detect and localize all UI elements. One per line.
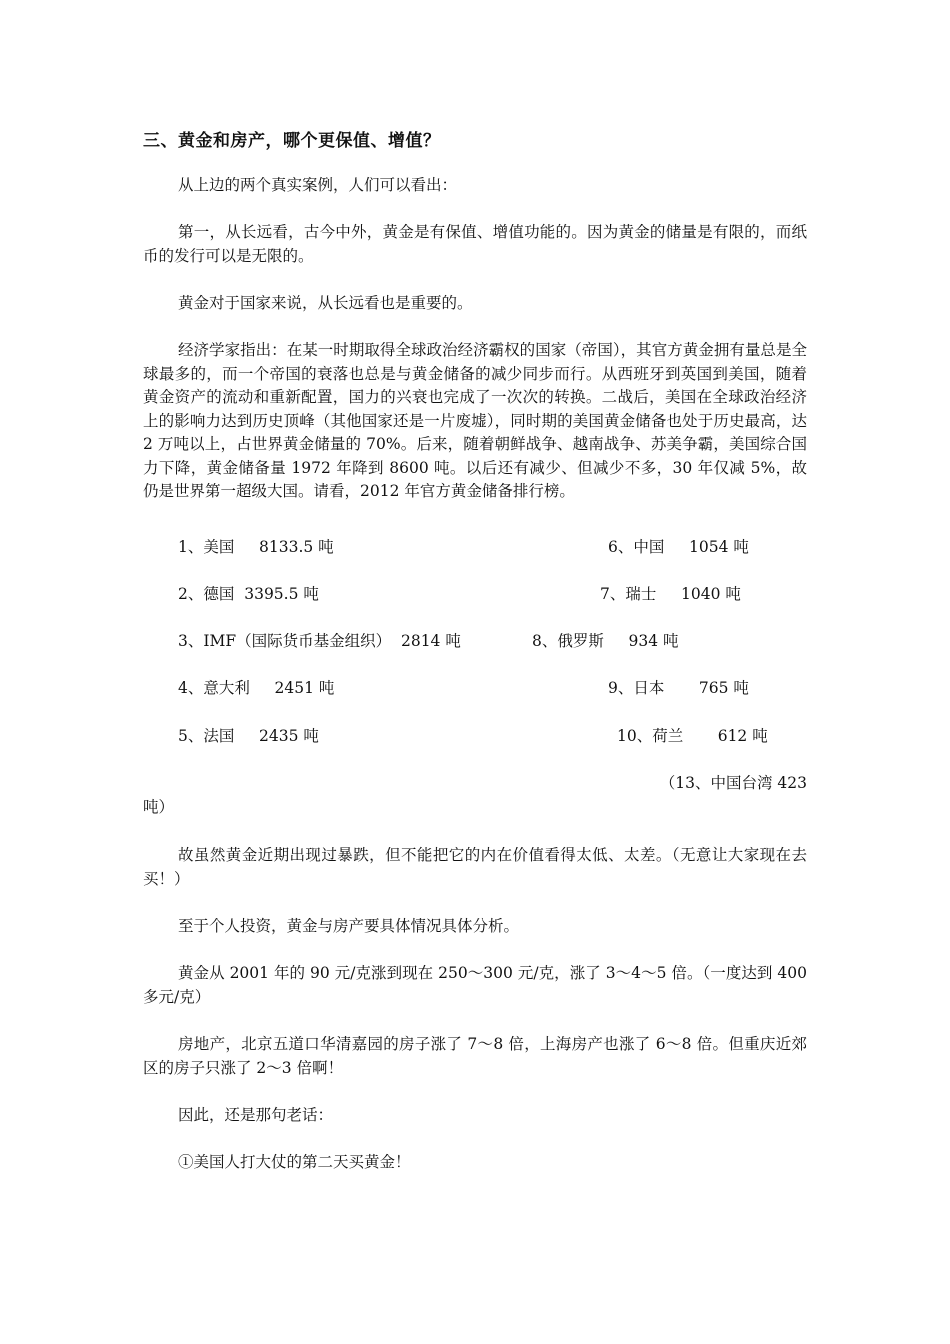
ranking-item-1: 1、美国 8133.5 吨 xyxy=(178,538,334,556)
paragraph-point-one: ①美国人打大仗的第二天买黄金！ xyxy=(178,1153,411,1171)
paragraph-therefore: 因此，还是那句老话： xyxy=(178,1106,334,1124)
ranking-item-3: 3、IMF（国际货币基金组织） 2814 吨 xyxy=(178,632,461,650)
ranking-item-10: 10、荷兰 612 吨 xyxy=(617,727,768,745)
paragraph-national: 黄金对于国家来说，从长远看也是重要的。 xyxy=(178,294,473,312)
ranking-item-4: 4、意大利 2451 吨 xyxy=(178,679,335,697)
paragraph-gold-price: 黄金从 2001 年的 90 元/克涨到现在 250～300 元/克，涨了 3～4～5 倍。（一度达到 400 多元/克） xyxy=(143,964,807,1006)
section-heading: 三、黄金和房产，哪个更保值、增值？ xyxy=(143,131,441,151)
ranking-item-6: 6、中国 1054 吨 xyxy=(608,538,749,556)
paragraph-first-point: 第一，从长远看，古今中外，黄金是有保值、增值功能的。因为黄金的储量是有限的，而纸币的发行可以是无限的。 xyxy=(143,223,807,265)
ranking-item-9: 9、日本 765 吨 xyxy=(608,679,749,697)
paragraph-real-estate: 房地产，北京五道口华清嘉园的房子涨了 7～8 倍，上海房产也涨了 6～8 倍。但重庆近郊区的房子只涨了 2～3 倍啊！ xyxy=(143,1035,807,1077)
ranking-item-7: 7、瑞士 1040 吨 xyxy=(600,585,741,603)
taiwan-note-line1: （13、中国台湾 423 xyxy=(659,774,807,792)
taiwan-note-line2: 吨） xyxy=(143,797,175,816)
taiwan-note xyxy=(143,772,807,819)
paragraph-intro: 从上边的两个真实案例，人们可以看出： xyxy=(178,176,458,194)
paragraph-economist: 经济学家指出：在某一时期取得全球政治经济霸权的国家（帝国），其官方黄金拥有量总是全球最多的，而一个帝国的衰落也总是与黄金储备的减少同步而行。从西班牙到英国到美国，随着黄金资产的流动和重新配置，国力的兴衰也完成了一次次的转换。二战后，美国在全球政治经济上的影响力达到历史顶峰（其他国家还是一片废墟），同时期的美国黄金储备也处于历史最高，达 2 万吨以上，占世界黄金储量的 70%。后来，随着朝鲜战争、越南战争、苏美争霸，美国综合国力下降，黄金储备量 1972 年降到 8600 吨。以后还有减少、但减少不多，30 年仅减 5%，故仍是世界第一超级大国。请看，2012 年官方黄金储备排行榜。 xyxy=(143,341,807,500)
ranking-item-8: 8、俄罗斯 934 吨 xyxy=(532,632,679,650)
paragraph-personal: 至于个人投资，黄金与房产要具体情况具体分析。 xyxy=(178,917,520,935)
ranking-item-5: 5、法国 2435 吨 xyxy=(178,727,319,745)
paragraph-crash: 故虽然黄金近期出现过暴跌，但不能把它的内在价值看得太低、太差。（无意让大家现在去买！） xyxy=(143,846,807,888)
ranking-item-2: 2、德国 3395.5 吨 xyxy=(178,585,319,603)
